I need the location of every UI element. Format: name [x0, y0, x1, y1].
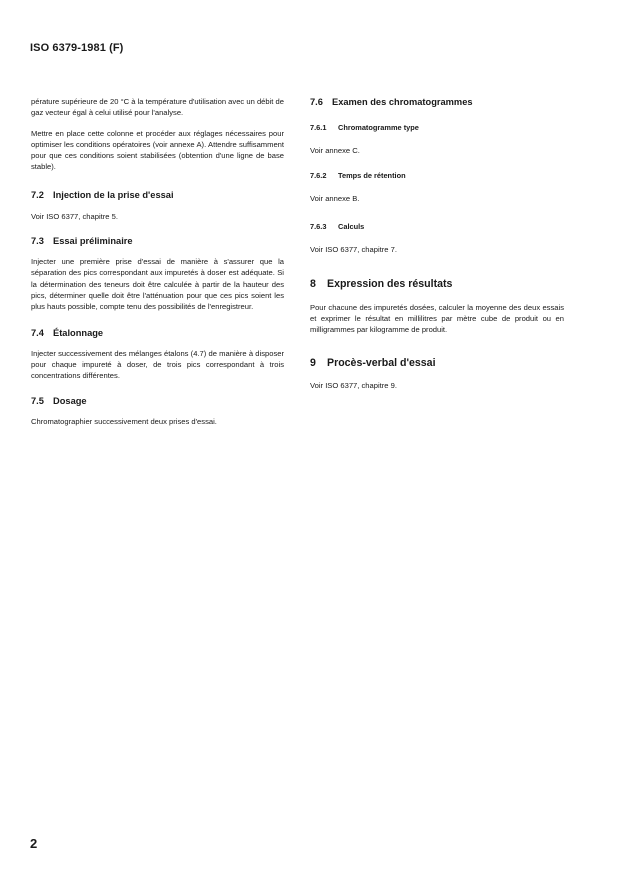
section-number: 7.6: [310, 97, 323, 107]
section-heading-7-2: [31, 189, 284, 201]
section-title: Chromatogramme type: [338, 123, 419, 132]
section-7-3-text: Injecter une première prise d'essai de manière à s'assurer que la séparation des pics correspondant aux impuretés à doser est adéquate. Si la détermination des teneurs doit être calculée à partir de la hauteur des pics, déterminer quelle doit être l'atténuation pour que ces pics soient les plus hauts possible, compte tenu des possibilités de l'enregistreur.: [31, 257, 284, 312]
section-7-6-2-text: Voir annexe B.: [310, 194, 360, 204]
section-title: Expression des résultats: [327, 277, 453, 290]
page-number: 2: [30, 836, 38, 851]
section-title: Examen des chromatogrammes: [332, 97, 473, 107]
section-heading-7-6-3: [310, 221, 564, 232]
section-heading-7-6: [310, 96, 564, 108]
left-column: [31, 96, 284, 428]
section-9-text: Voir ISO 6377, chapitre 9.: [310, 380, 397, 390]
section-number: 7.6.1: [310, 123, 327, 132]
section-number: 7.2: [31, 189, 44, 200]
section-heading-7-6-2: [310, 170, 564, 181]
section-7-4-text: Injecter successivement des mélanges étalons (4.7) de manière à disposer pour chaque impureté à doser, de trois pics correspondant à trois concentrations différentes.: [31, 348, 284, 381]
section-heading-7-6-1: [310, 122, 564, 133]
section-title: Calculs: [338, 221, 365, 231]
intro-paragraph-1: pérature supérieure de 20 °C à la température d'utilisation avec un débit de gaz vecteur égal à celui utilisé pour l'analyse.: [31, 97, 284, 118]
section-number: 7.6.3: [310, 221, 327, 231]
section-title: Procès-verbal d'essai: [327, 356, 436, 369]
section-7-6-3-text: Voir ISO 6377, chapitre 7.: [310, 244, 397, 254]
section-title: Temps de rétention: [338, 171, 406, 181]
section-heading-9: [310, 357, 564, 370]
section-title: Dosage: [53, 396, 87, 407]
section-7-2-text: Voir ISO 6377, chapitre 5.: [31, 211, 118, 221]
section-7-5-text: Chromatographier successivement deux prises d'essai.: [31, 417, 217, 427]
section-heading-8: [310, 278, 564, 291]
section-number: 7.4: [31, 327, 44, 338]
section-title: Injection de la prise d'essai: [53, 189, 174, 200]
section-number: 7.5: [31, 396, 44, 407]
section-heading-7-4: [31, 327, 284, 339]
section-number: 7.3: [31, 236, 44, 247]
section-8-text: Pour chacune des impuretés dosées, calculer la moyenne des deux essais et exprimer le résultat en millilitres par mètre cube de produit ou en milligrammes par kilogramme de produit.: [310, 302, 564, 335]
section-title: Étalonnage: [53, 327, 104, 338]
right-column: [310, 96, 564, 391]
intro-paragraph-2: Mettre en place cette colonne et procéder aux réglages nécessaires pour optimiser les conditions opératoires (voir annexe A). Attendre suffisamment pour que ces conditions soient stabilisées (obtention d'une ligne de base stable).: [31, 128, 284, 172]
section-heading-7-3: [31, 235, 284, 247]
section-number: 7.6.2: [310, 171, 327, 181]
section-number: 9: [310, 356, 316, 369]
document-header: ISO 6379-1981 (F): [30, 42, 124, 54]
section-7-6-1-text: Voir annexe C.: [310, 146, 360, 155]
section-heading-7-5: [31, 395, 284, 407]
section-number: 8: [310, 277, 316, 290]
section-title: Essai préliminaire: [53, 236, 133, 247]
